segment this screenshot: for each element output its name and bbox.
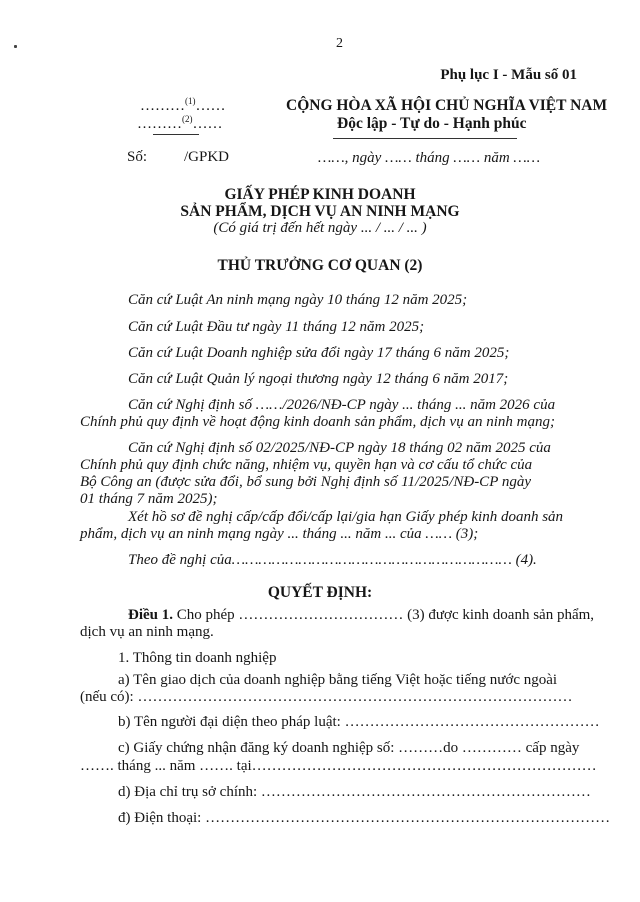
legal-basis-7b: phẩm, dịch vụ an ninh mạng ngày ... tháng ... năm ... của …… (3); xyxy=(80,526,479,542)
legal-basis-5b: Chính phủ quy định về hoạt động kinh doanh sản phẩm, dịch vụ an ninh mạng; xyxy=(80,414,555,430)
field-registration-certificate: c) Giấy chứng nhận đăng ký doanh nghiệp số: ………do ………… cấp ngày xyxy=(118,740,580,756)
legal-basis-6c: Bộ Công an (được sửa đổi, bổ sung bởi Nghị định số 11/2025/NĐ-CP ngày xyxy=(80,474,531,490)
national-title: CỘNG HÒA XÃ HỘI CHỦ NGHĨA VIỆT NAM xyxy=(286,97,608,114)
document-title-line-2: SẢN PHẨM, DỊCH VỤ AN NINH MẠNG xyxy=(180,203,460,220)
motto-underline xyxy=(333,138,517,139)
legal-basis-6a: Căn cứ Nghị định số 02/2025/NĐ-CP ngày 18 tháng 02 năm 2025 của xyxy=(128,440,551,456)
field-trade-name-blank: (nếu có): …………………………………………………………………………… xyxy=(80,689,573,705)
article-1-line-2: dịch vụ an ninh mạng. xyxy=(80,624,214,640)
field-registration-date-place: ……. tháng ... năm ……. tại…………………………………………………………… xyxy=(80,758,597,774)
national-motto: Độc lập - Tự do - Hạnh phúc xyxy=(337,115,527,132)
article-1-label: Điều 1. xyxy=(128,607,173,623)
section-1-heading: 1. Thông tin doanh nghiệp xyxy=(118,650,277,666)
legal-basis-3: Căn cứ Luật Doanh nghiệp sửa đổi ngày 17 tháng 6 năm 2025; xyxy=(128,345,510,361)
document-date-line: ……, ngày …… tháng …… năm …… xyxy=(318,150,541,166)
field-legal-representative: b) Tên người đại diện theo pháp luật: …………………………………………… xyxy=(118,714,600,730)
scan-speck xyxy=(14,45,17,48)
validity-note: (Có giá trị đến hết ngày ... / ... / ... ) xyxy=(213,220,427,236)
field-trade-name-label: a) Tên giao dịch của doanh nghiệp bằng tiếng Việt hoặc tiếng nước ngoài xyxy=(118,672,558,688)
legal-basis-4: Căn cứ Luật Quản lý ngoại thương ngày 12 tháng 6 năm 2017; xyxy=(128,371,509,387)
field-head-office-address: d) Địa chỉ trụ sở chính: ………………………………………………………… xyxy=(118,784,591,800)
agency-name-line-2: ………$^{(2)}$…… xyxy=(137,114,223,132)
appendix-label: Phụ lục I - Mẫu số 01 xyxy=(440,67,577,83)
article-1-line-1: Điều 1. Cho phép …………………………… (3) được kinh doanh sản phẩm, xyxy=(128,607,595,623)
legal-basis-8: Theo đề nghị của……………………………………………………… (4). xyxy=(128,552,537,568)
document-number-suffix: /GPKD xyxy=(184,149,230,165)
field-phone-number: đ) Điện thoại: ……………………………………………………………………… xyxy=(118,810,611,826)
page-number: 2 xyxy=(336,36,343,51)
legal-basis-2: Căn cứ Luật Đầu tư ngày 11 tháng 12 năm 2025; xyxy=(128,319,425,335)
legal-basis-6b: Chính phủ quy định chức năng, nhiệm vụ, quyền hạn và cơ cấu tổ chức của xyxy=(80,457,533,473)
authority-heading: THỦ TRƯỞNG CƠ QUAN (2) xyxy=(217,257,423,274)
agency-name-line-1: ………$^{(1)}$…… xyxy=(140,96,226,114)
agency-underline xyxy=(153,134,199,135)
legal-basis-5a: Căn cứ Nghị định số ……/2026/NĐ-CP ngày ... tháng ... năm 2026 của xyxy=(128,397,556,413)
document-title-line-1: GIẤY PHÉP KINH DOANH xyxy=(224,186,416,203)
legal-basis-6d: 01 tháng 7 năm 2025); xyxy=(80,491,218,507)
decision-heading: QUYẾT ĐỊNH: xyxy=(267,584,373,601)
document-number-label: Số: xyxy=(127,149,148,165)
legal-basis-1: Căn cứ Luật An ninh mạng ngày 10 tháng 12 năm 2025; xyxy=(128,292,468,308)
legal-basis-7a: Xét hồ sơ đề nghị cấp/cấp đổi/cấp lại/gia hạn Giấy phép kinh doanh sản xyxy=(128,509,564,525)
